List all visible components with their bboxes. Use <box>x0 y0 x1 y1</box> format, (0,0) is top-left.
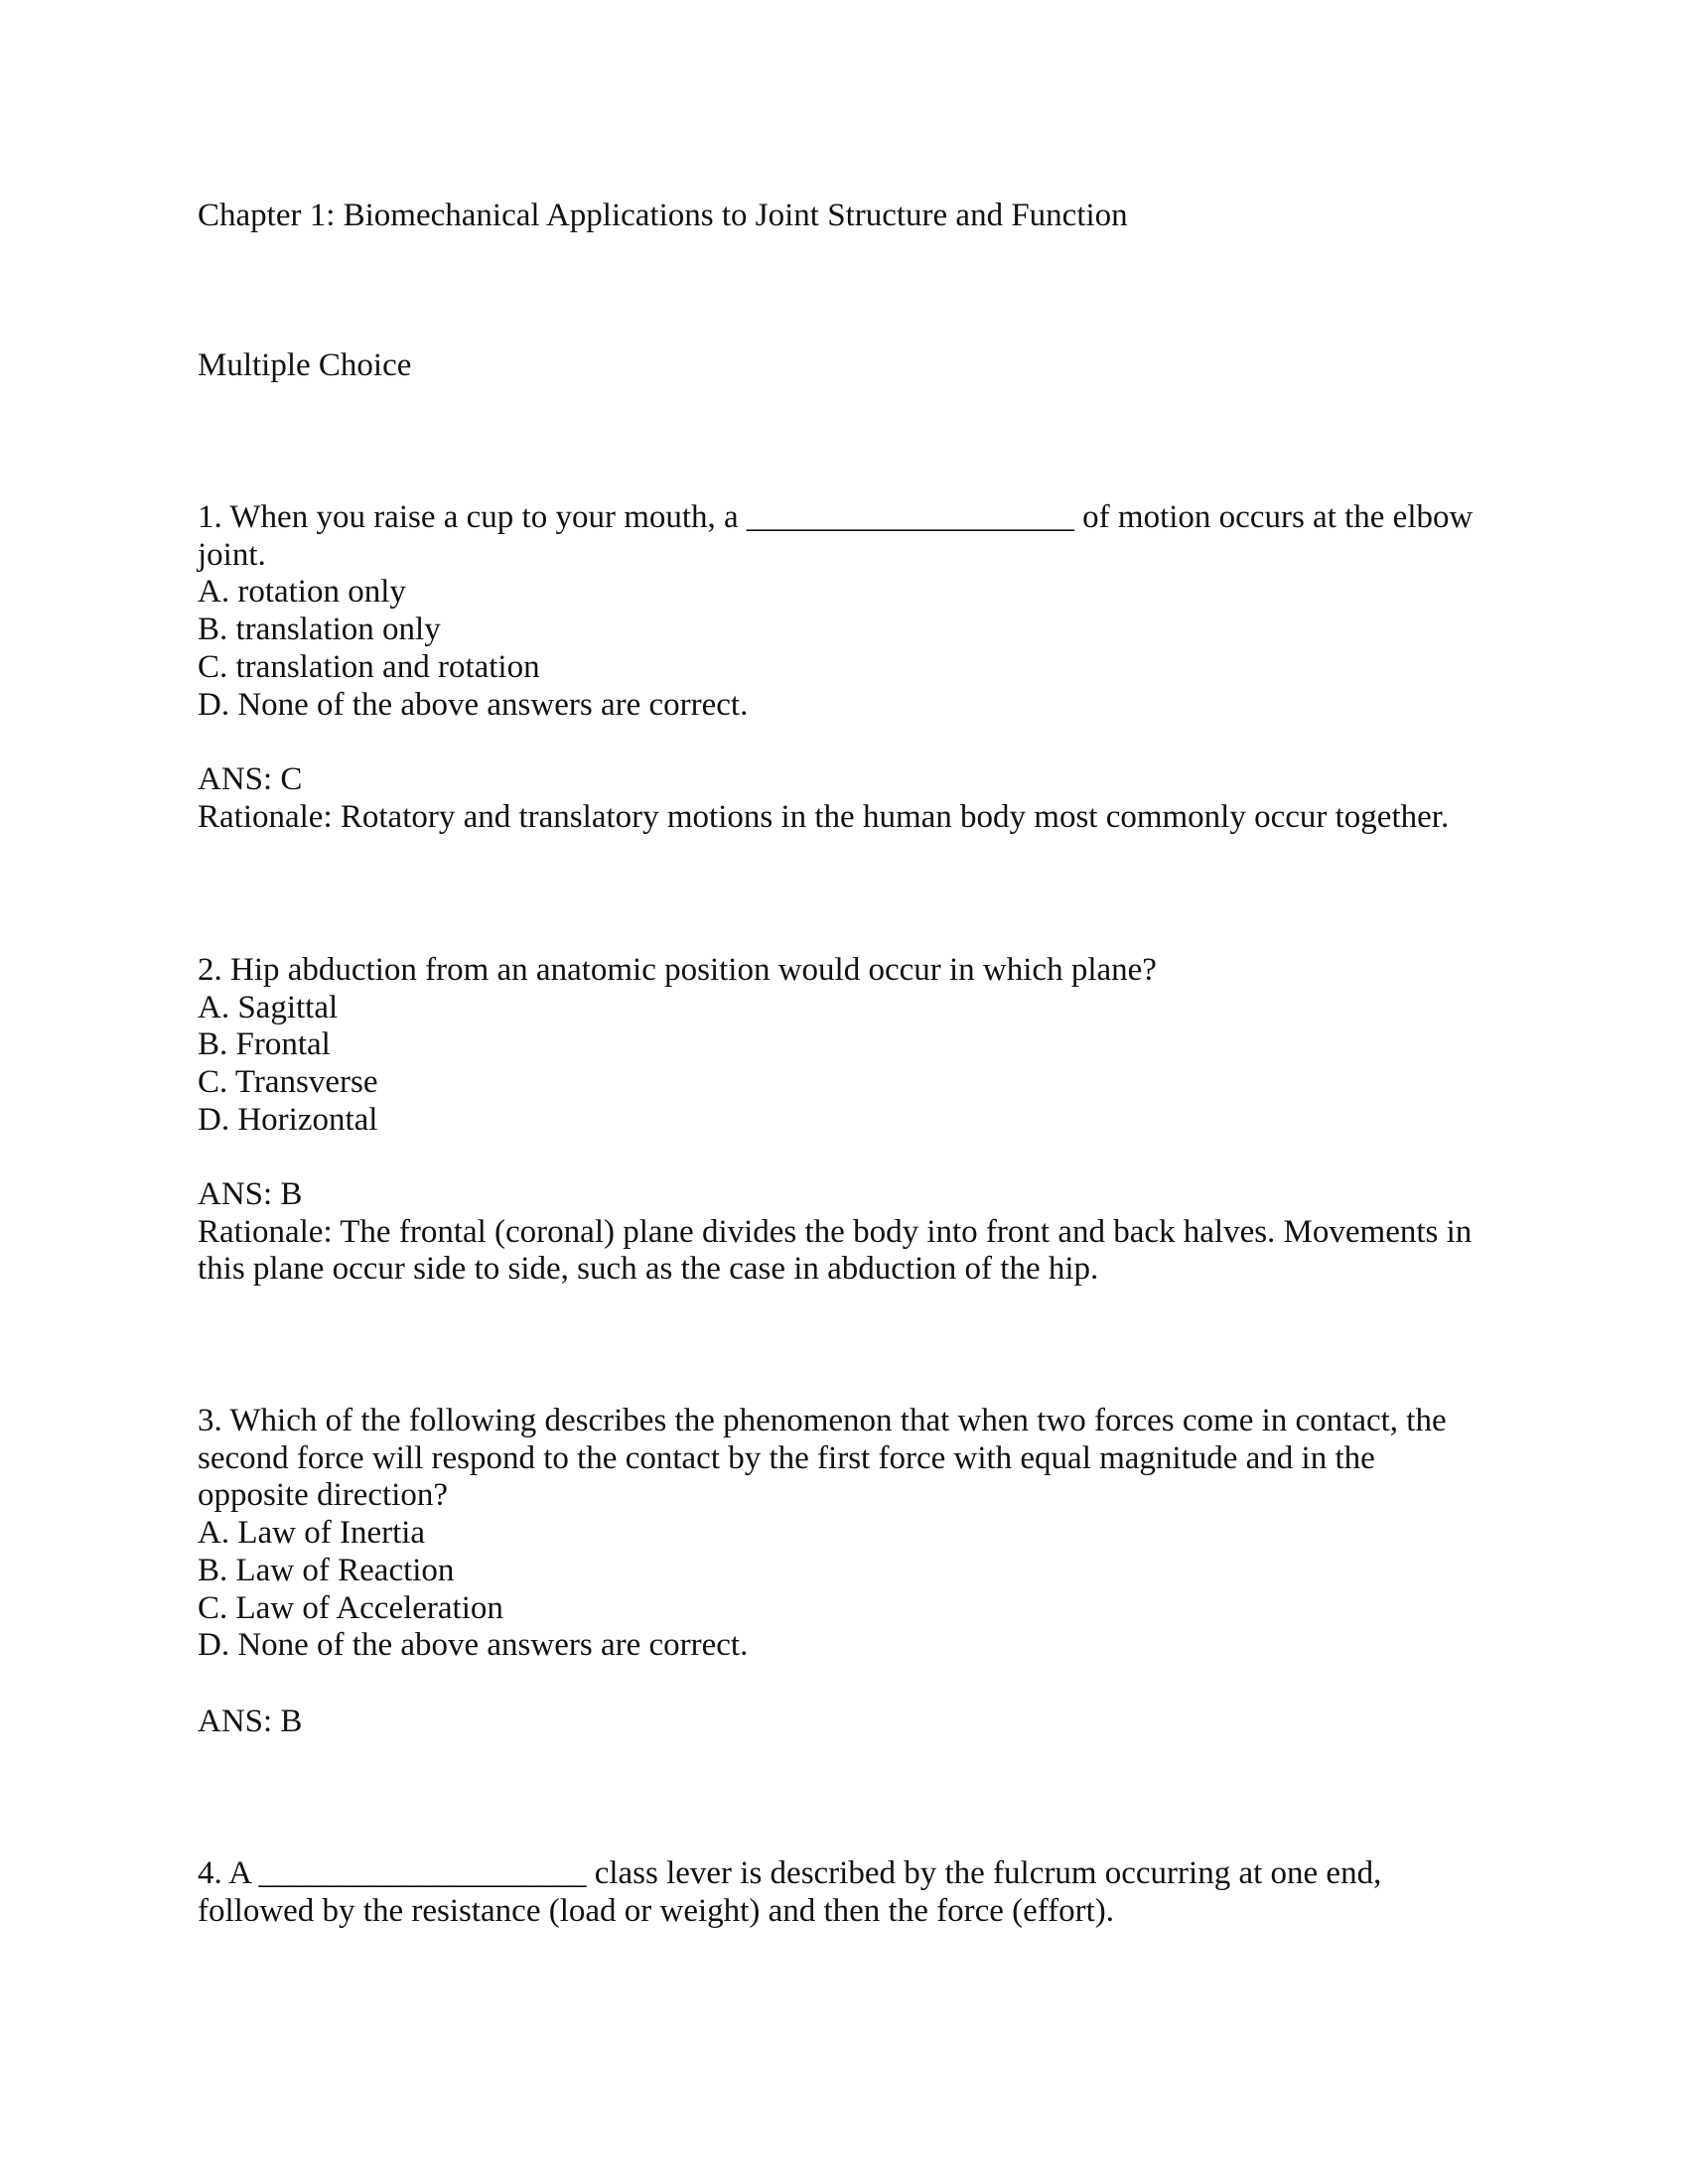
answer-option: B. translation only <box>198 612 441 648</box>
answer-option: A. Sagittal <box>198 989 339 1025</box>
question-4 <box>198 1855 1508 1930</box>
rationale: Rationale: Rotatory and translatory motions in the human body most commonly occur together. <box>198 798 1450 835</box>
answer-option: A. Law of Inertia <box>198 1515 426 1552</box>
answer-option: D. Horizontal <box>198 1101 378 1138</box>
answer-option: C. Transverse <box>198 1064 378 1101</box>
chapter-title: Chapter 1: Biomechanical Applications to Joint Structure and Function <box>198 198 1128 233</box>
rationale: this plane occur side to side, such as the case in abduction of the hip. <box>198 1251 1099 1288</box>
question-stem-line: joint. <box>198 536 266 573</box>
question-stem-line: 3. Which of the following describes the phenomenon that when two forces come in contact, the <box>198 1403 1447 1438</box>
answer-2 <box>198 1176 1508 1289</box>
answer-option: C. Law of Acceleration <box>198 1589 503 1626</box>
question-3 <box>198 1403 1508 1665</box>
answer-1 <box>198 761 1508 836</box>
answer-key: ANS: B <box>198 1704 303 1739</box>
rationale: Rationale: The frontal (coronal) plane divides the body into front and back halves. Movements in <box>198 1213 1473 1250</box>
question-1 <box>198 499 1508 724</box>
answer-option: D. None of the above answers are correct. <box>198 686 749 723</box>
question-2 <box>198 952 1508 1140</box>
answer-option: B. Frontal <box>198 1026 331 1063</box>
question-stem-line: opposite direction? <box>198 1477 449 1514</box>
question-stem-line: followed by the resistance (load or weight) and then the force (effort). <box>198 1892 1115 1929</box>
answer-option: A. rotation only <box>198 574 406 611</box>
answer-option: C. translation and rotation <box>198 648 540 685</box>
question-stem-line: second force will respond to the contact by the first force with equal magnitude and in the <box>198 1439 1375 1476</box>
answer-key: ANS: B <box>198 1176 303 1212</box>
question-stem-line: 4. A ____________________ class lever is described by the fulcrum occurring at one end, <box>198 1855 1382 1891</box>
question-stem-line: 1. When you raise a cup to your mouth, a ____________________ of motion occurs at the elbow <box>198 499 1474 535</box>
answer-3 <box>198 1704 1508 1741</box>
answer-option: D. None of the above answers are correct. <box>198 1627 749 1664</box>
answer-option: B. Law of Reaction <box>198 1552 455 1588</box>
question-stem-line: 2. Hip abduction from an anatomic position would occur in which plane? <box>198 952 1157 988</box>
section-heading: Multiple Choice <box>198 347 412 383</box>
answer-key: ANS: C <box>198 761 303 797</box>
